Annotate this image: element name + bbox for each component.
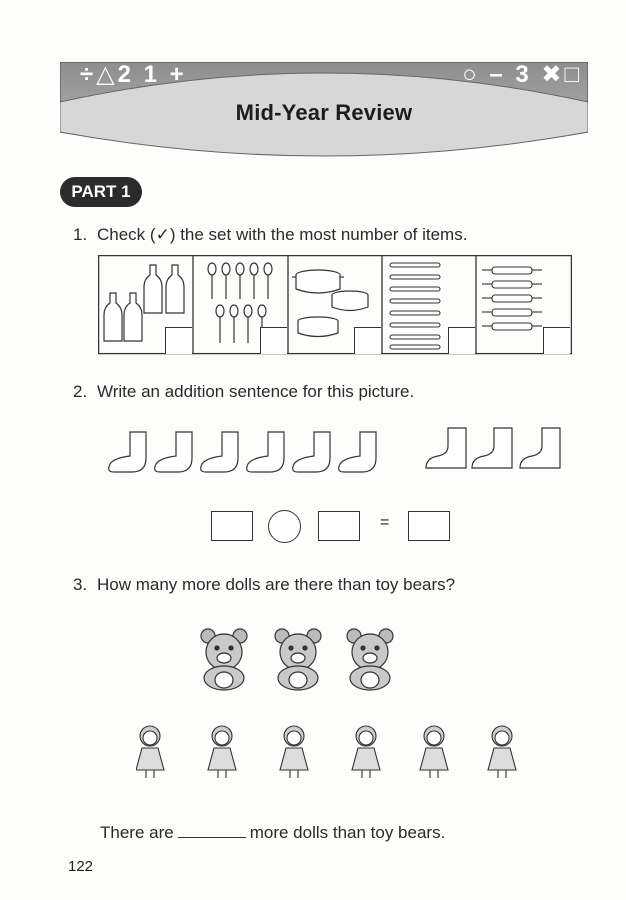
question-number: 2. (73, 382, 88, 401)
page-number: 122 (68, 858, 94, 875)
equals-sign: = (380, 514, 390, 531)
sock-icon (108, 428, 398, 476)
question-text: How many more dolls are there than toy bears? (97, 575, 456, 594)
question-text: Check (✓) the set with the most number of items. (97, 225, 468, 244)
question-text: Write an addition sentence for this picture. (97, 382, 415, 401)
check-box-set-2[interactable] (260, 327, 287, 354)
answer-text-before: There are (100, 823, 174, 842)
boot-icon (424, 426, 574, 474)
header-banner (60, 62, 588, 160)
banner-symbols-left: ÷△2 1 + (80, 61, 187, 88)
question-number: 3. (73, 575, 88, 594)
sum-box[interactable] (408, 511, 450, 541)
answer-blank[interactable] (178, 837, 246, 838)
answer-text-after: more dolls than toy bears. (249, 823, 446, 842)
doll-icon (136, 724, 526, 784)
banner-symbols-right: ○ – 3 ✖□ (462, 61, 582, 88)
item-sets-grid (98, 255, 572, 355)
question-1 (73, 225, 467, 245)
addend-1-box[interactable] (211, 511, 253, 541)
question-2 (73, 382, 414, 402)
addend-2-box[interactable] (318, 511, 360, 541)
question-3 (73, 575, 455, 595)
check-box-set-4[interactable] (448, 327, 475, 354)
page-title: Mid-Year Review (235, 100, 413, 125)
question-number: 1. (73, 225, 88, 244)
check-box-set-1[interactable] (165, 327, 192, 354)
check-box-set-5[interactable] (543, 327, 570, 354)
operator-circle[interactable] (268, 510, 301, 543)
teddy-bear-icon (192, 628, 412, 692)
answer-sentence (100, 823, 445, 843)
check-box-set-3[interactable] (354, 327, 381, 354)
part-badge: PART 1 (60, 177, 142, 207)
